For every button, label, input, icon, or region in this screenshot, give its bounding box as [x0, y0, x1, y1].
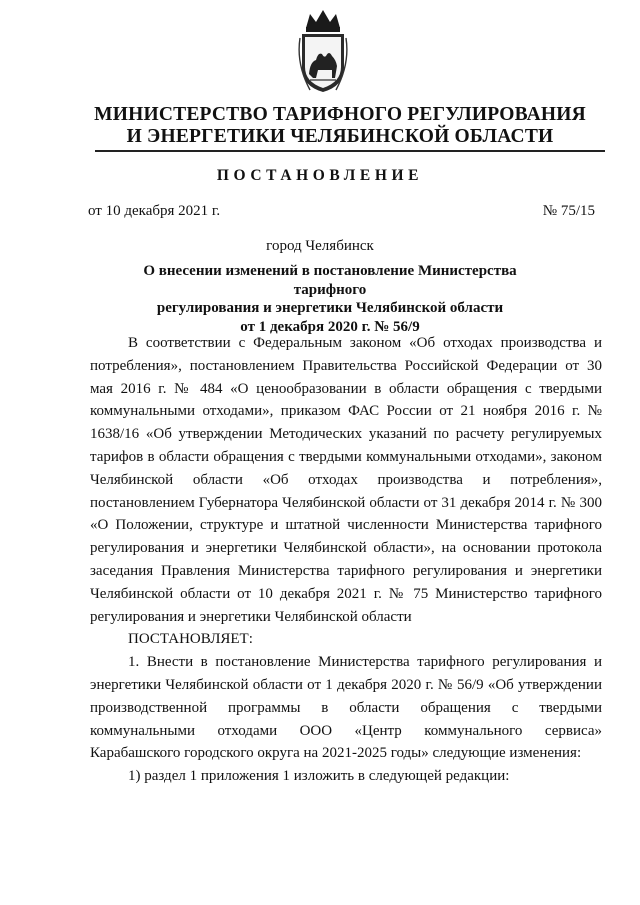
- resolves-keyword: ПОСТАНОВЛЯЕТ:: [128, 631, 253, 648]
- document-type-heading: ПОСТАНОВЛЕНИЕ: [216, 167, 424, 184]
- document-city: город Челябинск: [266, 238, 374, 254]
- subject-line: О внесении изменений в постановление Министерства тарифного: [143, 263, 517, 298]
- coat-of-arms-icon: [296, 8, 350, 94]
- body-paragraph-subitem1: 1) раздел 1 приложения 1 изложить в следующей редакции:: [128, 768, 510, 785]
- subject-line: регулирования и энергетики Челябинской области: [156, 300, 504, 316]
- header-divider: [95, 150, 605, 152]
- document-subject: [110, 262, 550, 336]
- body-paragraph-preamble: В соответствии с Федеральным законом «Об отходах производства и потребления», постановлением Правительства Российской Федерации от 30 мая 2016 г. № 484 «О ценообразовании в области обращения с твердыми коммунальными отходами», приказом ФАС России от 21 ноября 2016 г. № 1638/16 «Об утверждении Методических указаний по расчету регулируемых тарифов в области обращения с твердыми коммунальными отходами», законом Челябинской области «Об отходах производства и потребления», постановлением Губернатора Челябинской области от 31 декабря 2014 г. № 300 «О Положении, структуре и штатной численности Министерства тарифного регулирования и энергетики Челябинской области», на основании протокола заседания Правления Министерства тарифного регулирования и энергетики Челябинской области от 10 декабря 2021 г. № 75 Министерство тарифного регулирования и энергетики Челябинской области: [90, 335, 602, 625]
- ministry-name-line2: И ЭНЕРГЕТИКИ ЧЕЛЯБИНСКОЙ ОБЛАСТИ: [126, 126, 554, 147]
- document-date: от 10 декабря 2021 г.: [88, 203, 221, 219]
- document-number: № 75/15: [542, 203, 595, 219]
- body-paragraph-item1: 1. Внести в постановление Министерства тарифного регулирования и энергетики Челябинской области от 1 декабря 2020 г. № 56/9 «Об утверждении производственной программы в области обращения с твердыми коммунальными отходами ООО «Центр коммунального сервиса» Карабашского городского округа на 2021-2025 годы» следующие изменения:: [90, 654, 602, 762]
- subject-line: от 1 декабря 2020 г. № 56/9: [240, 318, 420, 335]
- ministry-name-line1: МИНИСТЕРСТВО ТАРИФНОГО РЕГУЛИРОВАНИЯ: [94, 104, 586, 125]
- document-body: [90, 332, 602, 788]
